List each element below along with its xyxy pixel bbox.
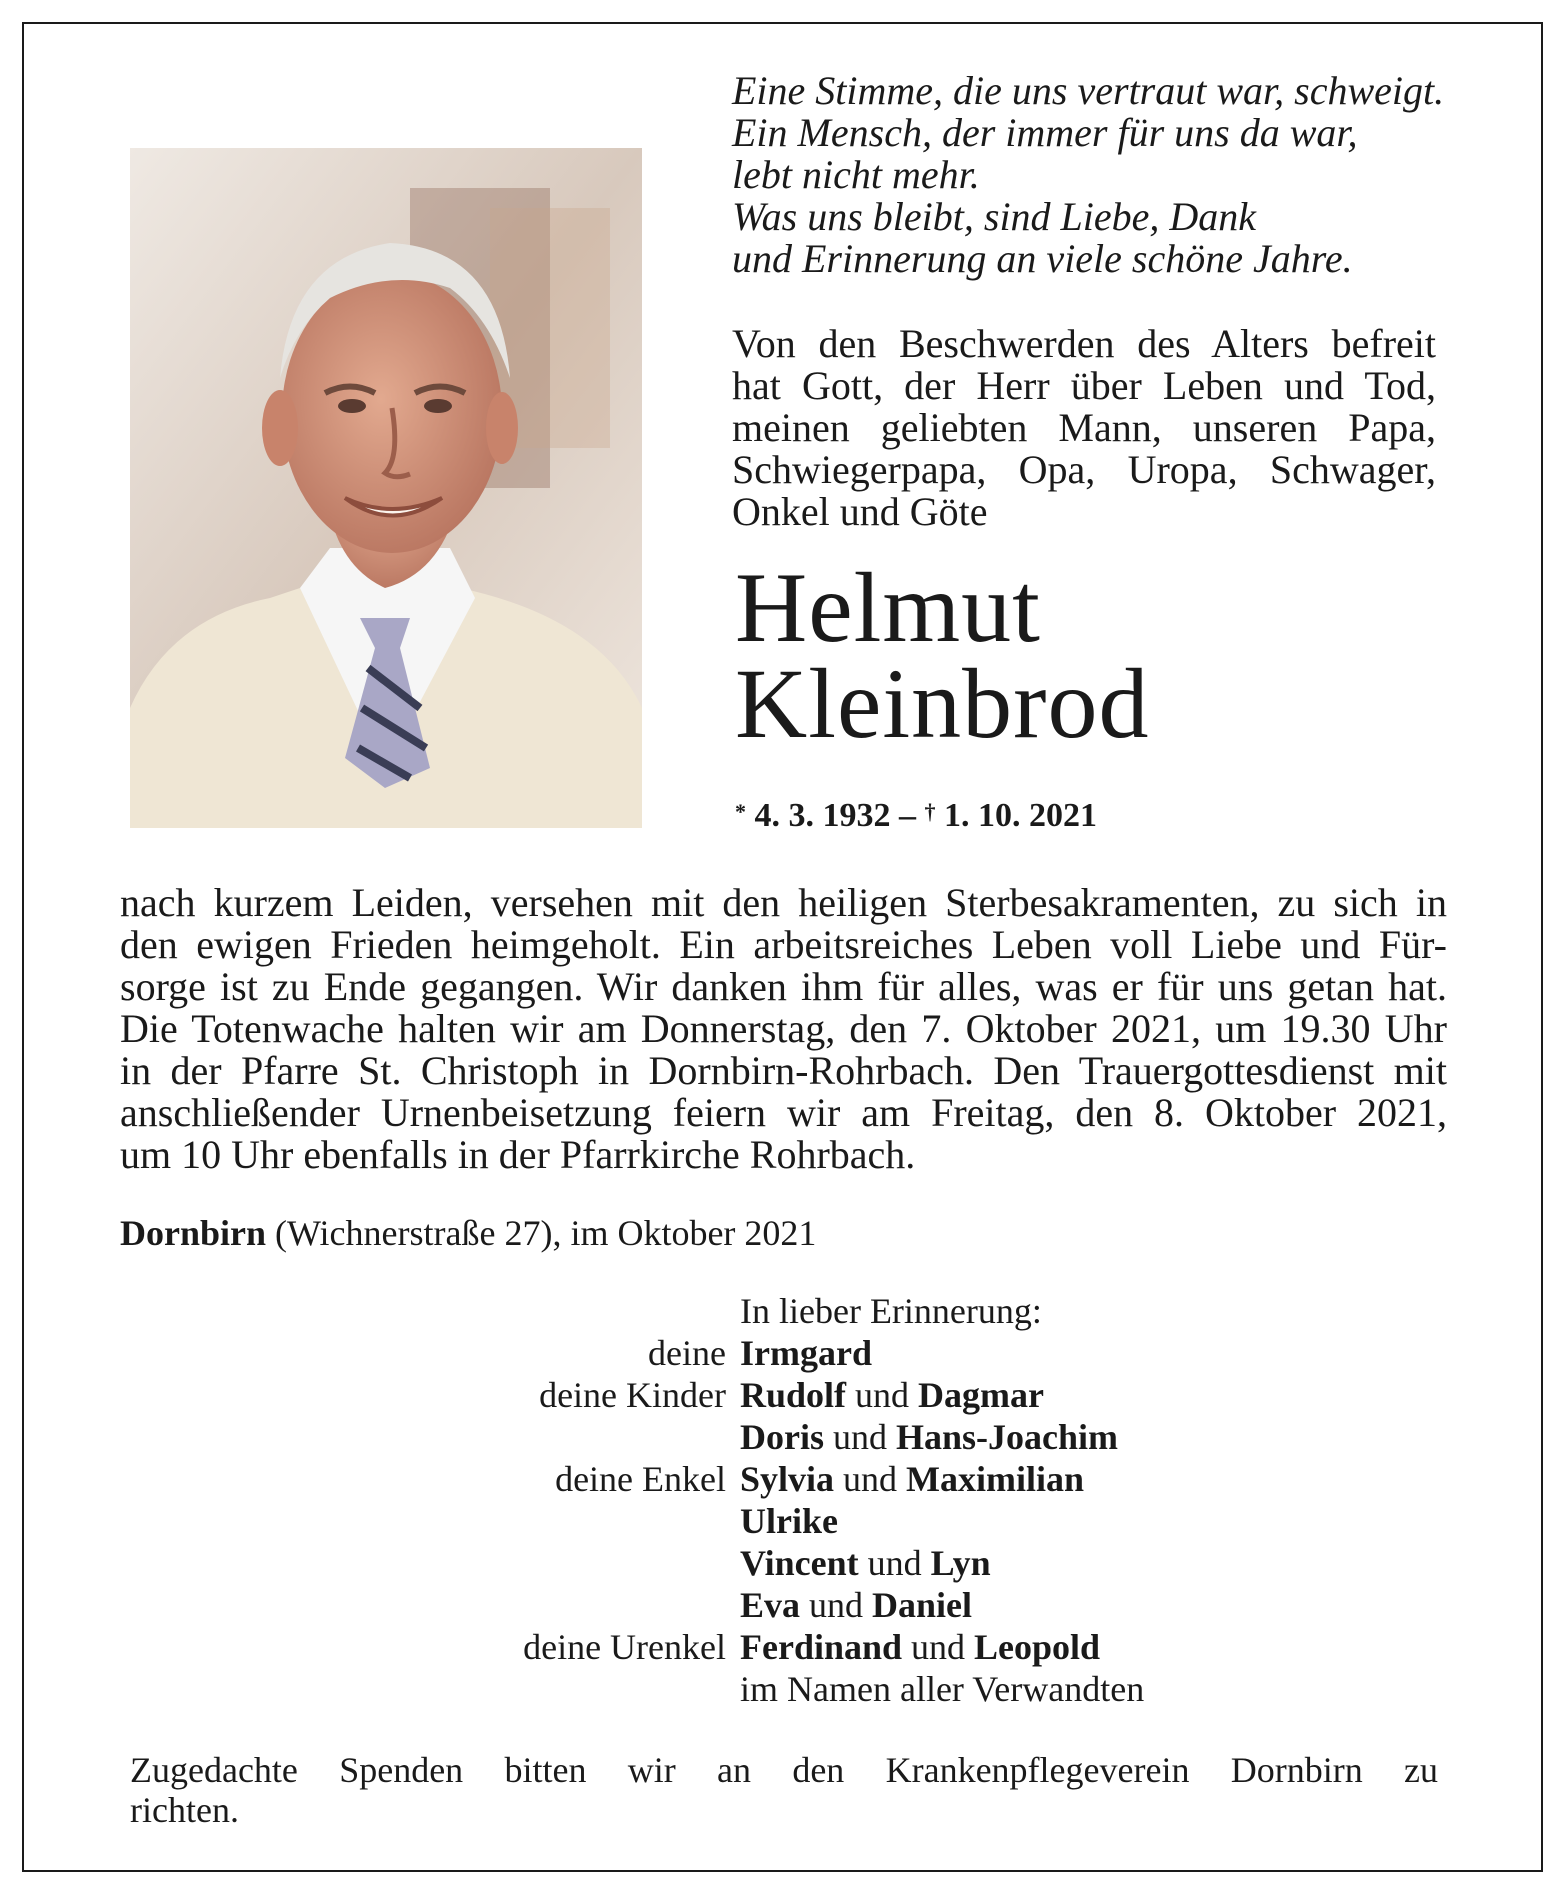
mourner-relation: [460, 1542, 740, 1584]
donation-line: Zugedachte Spenden bitten wir an den Krankenpflegeverein Dornbirn zu: [130, 1750, 1438, 1790]
body-line: anschließender Urnenbeisetzung feiern wir am Freitag, den 8. Oktober 2021,: [120, 1090, 1447, 1135]
mourner-row: [460, 1584, 1360, 1626]
intro-text: [732, 323, 1436, 533]
mourners-heading: In lieber Erinnerung:: [740, 1291, 1042, 1331]
intro-line: Onkel und Göte: [732, 489, 988, 534]
mourner-name: Vincent: [740, 1543, 859, 1583]
body-line: in der Pfarre St. Christoph in Dornbirn-Rohrbach. Den Trauergottesdienst mit: [120, 1048, 1447, 1093]
mourner-relation: deine Urenkel: [523, 1627, 726, 1667]
announcement-text: [120, 882, 1447, 1176]
mourners-heading-row: [460, 1290, 1360, 1332]
mourner-name: Hans-Joachim: [896, 1417, 1119, 1457]
body-line: den ewigen Frieden heimgeholt. Ein arbeitsreiches Leben voll Liebe und Für-: [120, 922, 1447, 967]
mourner-row: [460, 1626, 1360, 1668]
memorial-poem: [732, 70, 1452, 280]
mourners-closing-row: [460, 1668, 1360, 1710]
mourner-row: [460, 1416, 1360, 1458]
date-separator: –: [899, 797, 916, 834]
poem-line: Eine Stimme, die uns vertraut war, schweigt.: [732, 68, 1445, 113]
mourner-name: Eva: [740, 1585, 801, 1625]
deceased-name: [735, 552, 1435, 759]
mourner-relation: [460, 1500, 740, 1542]
mourner-name: Ulrike: [740, 1501, 838, 1541]
mourner-row: [460, 1458, 1360, 1500]
mourner-name: Ferdinand: [740, 1627, 903, 1667]
mourner-name: Daniel: [872, 1585, 973, 1625]
body-line: sorge ist zu Ende gegangen. Wir danken ihm für alles, was er für uns getan hat.: [120, 964, 1447, 1009]
poem-line: Was uns bleibt, sind Liebe, Dank: [732, 194, 1257, 239]
portrait-photo: [130, 148, 642, 828]
place-and-date: [120, 1212, 816, 1254]
intro-line: hat Gott, der Herr über Leben und Tod,: [732, 363, 1436, 408]
poem-line: und Erinnerung an viele schöne Jahre.: [732, 236, 1353, 281]
birth-mark: *: [735, 799, 746, 824]
mourner-conjunction: und: [824, 1417, 896, 1457]
mourner-name: Rudolf: [740, 1375, 847, 1415]
death-mark: †: [924, 799, 936, 824]
first-name: Helmut: [735, 552, 1041, 663]
mourner-name: Maximilian: [906, 1459, 1085, 1499]
life-dates: [735, 796, 1097, 836]
body-line: nach kurzem Leiden, versehen mit den heiligen Sterbesakramenten, zu sich in: [120, 880, 1447, 925]
mourner-name: Leopold: [974, 1627, 1101, 1667]
mourner-row: [460, 1500, 1360, 1542]
mourner-name: Sylvia: [740, 1459, 835, 1499]
place-address: (Wichnerstraße 27), im Oktober 2021: [266, 1213, 817, 1253]
mourner-relation: deine: [648, 1333, 726, 1373]
intro-line: Schwiegerpapa, Opa, Uropa, Schwager,: [732, 447, 1436, 492]
donation-line: richten.: [130, 1790, 239, 1830]
birth-date: 4. 3. 1932: [754, 797, 891, 834]
mourners-closing: im Namen aller Verwandten: [740, 1669, 1145, 1709]
body-line: um 10 Uhr ebenfalls in der Pfarrkirche Rohrbach.: [120, 1132, 916, 1177]
place-city: Dornbirn: [120, 1213, 267, 1253]
mourner-name: Dagmar: [918, 1375, 1044, 1415]
mourner-relation: deine Enkel: [555, 1459, 726, 1499]
mourner-row: [460, 1332, 1360, 1374]
mourner-row: [460, 1374, 1360, 1416]
mourner-relation: deine Kinder: [539, 1375, 726, 1415]
mourner-conjunction: und: [858, 1543, 931, 1583]
mourner-relation: [460, 1416, 740, 1458]
mourners-list: [460, 1290, 1360, 1710]
intro-line: Von den Beschwerden des Alters befreit: [732, 321, 1436, 366]
poem-line: Ein Mensch, der immer für uns da war,: [732, 110, 1358, 155]
poem-line: lebt nicht mehr.: [732, 152, 980, 197]
mourner-name: Irmgard: [740, 1333, 872, 1373]
last-name: Kleinbrod: [735, 648, 1150, 759]
mourner-conjunction: und: [800, 1585, 873, 1625]
intro-line: meinen geliebten Mann, unseren Papa,: [732, 405, 1436, 450]
mourner-name: Doris: [740, 1417, 824, 1457]
donation-request: [130, 1750, 1438, 1830]
mourner-conjunction: und: [834, 1459, 907, 1499]
mourner-name: Lyn: [930, 1543, 991, 1583]
mourner-relation: [460, 1584, 740, 1626]
death-date: 1. 10. 2021: [944, 797, 1097, 834]
mourner-conjunction: und: [902, 1627, 975, 1667]
mourner-conjunction: und: [846, 1375, 919, 1415]
mourner-row: [460, 1542, 1360, 1584]
body-line: Die Totenwache halten wir am Donnerstag, den 7. Oktober 2021, um 19.30 Uhr: [120, 1006, 1447, 1051]
